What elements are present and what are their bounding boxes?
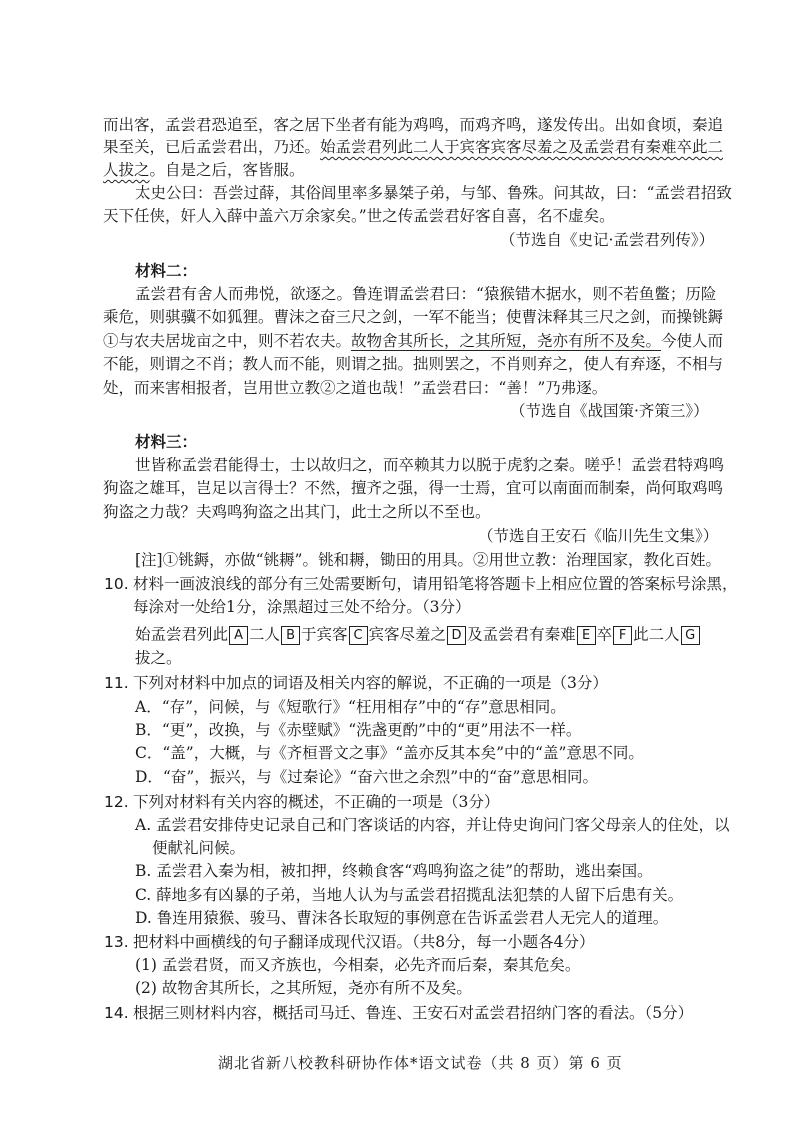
material1-line4: 太史公曰：吾尝过薛，其俗闾里率多暴桀子弟，与邹、鲁殊。问其故，曰：“孟尝君招致 [135,184,732,202]
q10-tail: 拔之。 [135,649,182,667]
q12-number: 12. [104,793,129,811]
material1-line1: 而出客，孟尝君恐追至，客之居下坐者有能为鸡鸣，而鸡齐鸣，遂发传出。出如食顷，秦追 [103,116,724,134]
q11-option-c: C．“盖”，大概，与《齐桓晋文之事》“盖亦反其本矣”中的“盖”意思不同。 [135,744,644,762]
q14-stem: 根据三则材料内容，概括司马迁、鲁连、王安石对孟尝君招纳门客的看法。（5分） [133,1004,694,1022]
q11-option-b: B．“更”，改换，与《赤壁赋》“洗盏更酌”中的“更”用法不一样。 [135,721,582,739]
q12-option-a-line2: 便献礼问候。 [152,839,246,857]
material2-line3-pre: ①与农夫居垅亩之中，则不若农夫。 [103,332,352,350]
material3-source: （节选自王安石《临川先生文集》） [478,527,719,545]
q13-stem: 把材料中画横线的句子翻译成现代汉语。（共8分，每一小题各4分） [133,933,595,951]
material3-line3: 狗盗之力哉？夫鸡鸣狗盗之出其门，此士之所以不至也。 [103,503,491,521]
q13-number: 13. [104,933,129,951]
material1-line5: 天下任侠，奸人入薛中盖六万余家矣。”世之传孟尝君好客自喜，名不虚矣。 [103,207,615,225]
q10-option-d[interactable]: D [447,626,466,645]
material2-line5: 处，而来害相报者，岂用世立教②之道也哉！”孟尝君曰：“善！”乃弗逐。 [103,379,608,397]
q12-option-d: D. 鲁连用猿猴、骏马、曹沫各长取短的事例意在告诉孟尝君人无完人的道理。 [135,909,669,927]
q10-line2: 每涂对一处给1分，涂黑超过三处不给分。（3分） [133,598,471,616]
material3-line1: 世皆称孟尝君能得士，士以故归之，而卒赖其力以脱于虎豹之秦。嗟乎！孟尝君特鸡鸣 [135,456,725,474]
q10-option-c[interactable]: C [349,626,368,645]
q10-option-a[interactable]: A [229,626,248,645]
material1-line2 [103,140,723,156]
q13-sentence-2: (2) 故物舍其所长，之其所短，尧亦有所不及矣。 [135,979,472,997]
q12-option-a-line1: A. 孟尝君安排侍史记录自己和门客谈话的内容，并让侍史询问门客父母亲人的住处，以 [135,816,730,834]
material2-line1: 孟尝君有舍人而弗悦，欲逐之。鲁连谓孟尝君曰：“猿猴错木据水，则不若鱼鳖；历险 [135,285,717,303]
material3-heading: 材料三： [135,432,198,451]
q10-option-e[interactable]: E [577,626,596,645]
q12-option-c: C. 薛地多有凶暴的子弟，当地人认为与孟尝君招揽乱法犯禁的人留下后患有关。 [135,886,684,904]
q10-number: 10. [104,575,129,593]
annotation-note: [注]①铫鎒，亦做“铫耨”。铫和耨，锄田的用具。②用世立教：治理国家，教化百姓。 [135,551,721,569]
material1-source: （节选自《史记·孟尝君列传》） [500,231,715,249]
q12-option-b: B. 孟尝君入秦为相，被扣押，终赖食客“鸡鸣狗盗之徒”的帮助，逃出秦国。 [135,862,653,880]
q10-option-b[interactable]: B [281,626,300,645]
material1-wavy-text-2: 人拔之 [103,161,150,179]
material1-line2-plain: 果至关，已后孟尝君出，乃还。 [103,138,321,156]
page-footer: 湖北省新八校教科研协作体*语文试卷（共 8 页）第 6 页 [218,1054,623,1072]
q10-seg-6: 此二人 [633,625,680,644]
material2-line3-post: 今使人而 [661,332,724,350]
material1-wavy-text-1: 始孟尝君列此二人于宾客宾客尽羞之及孟尝君有秦难卒此二 [320,138,724,156]
q10-line1: 材料一画波浪线的部分有三处需要断句，请用铅笔将答题卡上相应位置的答案标号涂黑， [133,575,738,593]
material2-heading: 材料二： [135,261,198,280]
material3-line2: 狗盗之雄耳，岂足以言得士？不然，擅齐之强，得一士焉，宜可以南面而制秦，尚何取鸡鸣 [103,479,724,497]
q10-seg-5: 卒 [596,625,613,644]
q12-stem: 下列对材料有关内容的概述，不正确的一项是（3分） [133,793,500,811]
material2-line4: 不能，则谓之不肖；教人而不能，则谓之拙。拙则罢之，不肖则弃之，使人有弃逐，不相与 [103,355,724,373]
material2-underlined-sentence: 故物舍其所长，之其所短，尧亦有所不及矣。 [351,332,662,350]
q11-stem: 下列对材料中加点的词语及相关内容的解说，不正确的一项是（3分） [133,674,608,692]
material1-line3 [103,163,305,179]
material2-line2: 乘危，则骐骥不如狐狸。曹沫之奋三尺之剑，一军不能当；使曹沫释其三尺之剑，而操铫鎒 [103,308,724,326]
q10-seg-4: 及孟尝君有秦难 [467,625,576,644]
q10-option-g[interactable]: G [681,626,700,645]
q10-sentence [135,626,701,645]
q11-option-d: D．“奋”，振兴，与《过秦论》“奋六世之余烈”中的“奋”意思相同。 [135,768,598,786]
material1-line3-rest: 。自是之后，客皆服。 [149,161,305,179]
material2-line3 [103,334,723,350]
q10-seg-1: 二人 [249,625,281,644]
q10-seg-3: 宾客尽羞之 [368,625,447,644]
q11-option-a: A．“存”，问候，与《短歌行》“枉用相存”中的“存”意思相同。 [135,698,566,716]
q10-option-f[interactable]: F [613,626,632,645]
q13-sentence-1: (1) 孟尝君贤，而又齐族也，今相秦，必先齐而后秦，秦其危矣。 [135,956,581,974]
q10-seg-0: 始孟尝君列此 [135,625,229,644]
q11-number: 11. [104,674,129,692]
q14-number: 14. [104,1004,129,1022]
material2-source: （节选自《战国策·齐策三》） [510,402,709,420]
q10-seg-2: 于宾客 [301,625,348,644]
